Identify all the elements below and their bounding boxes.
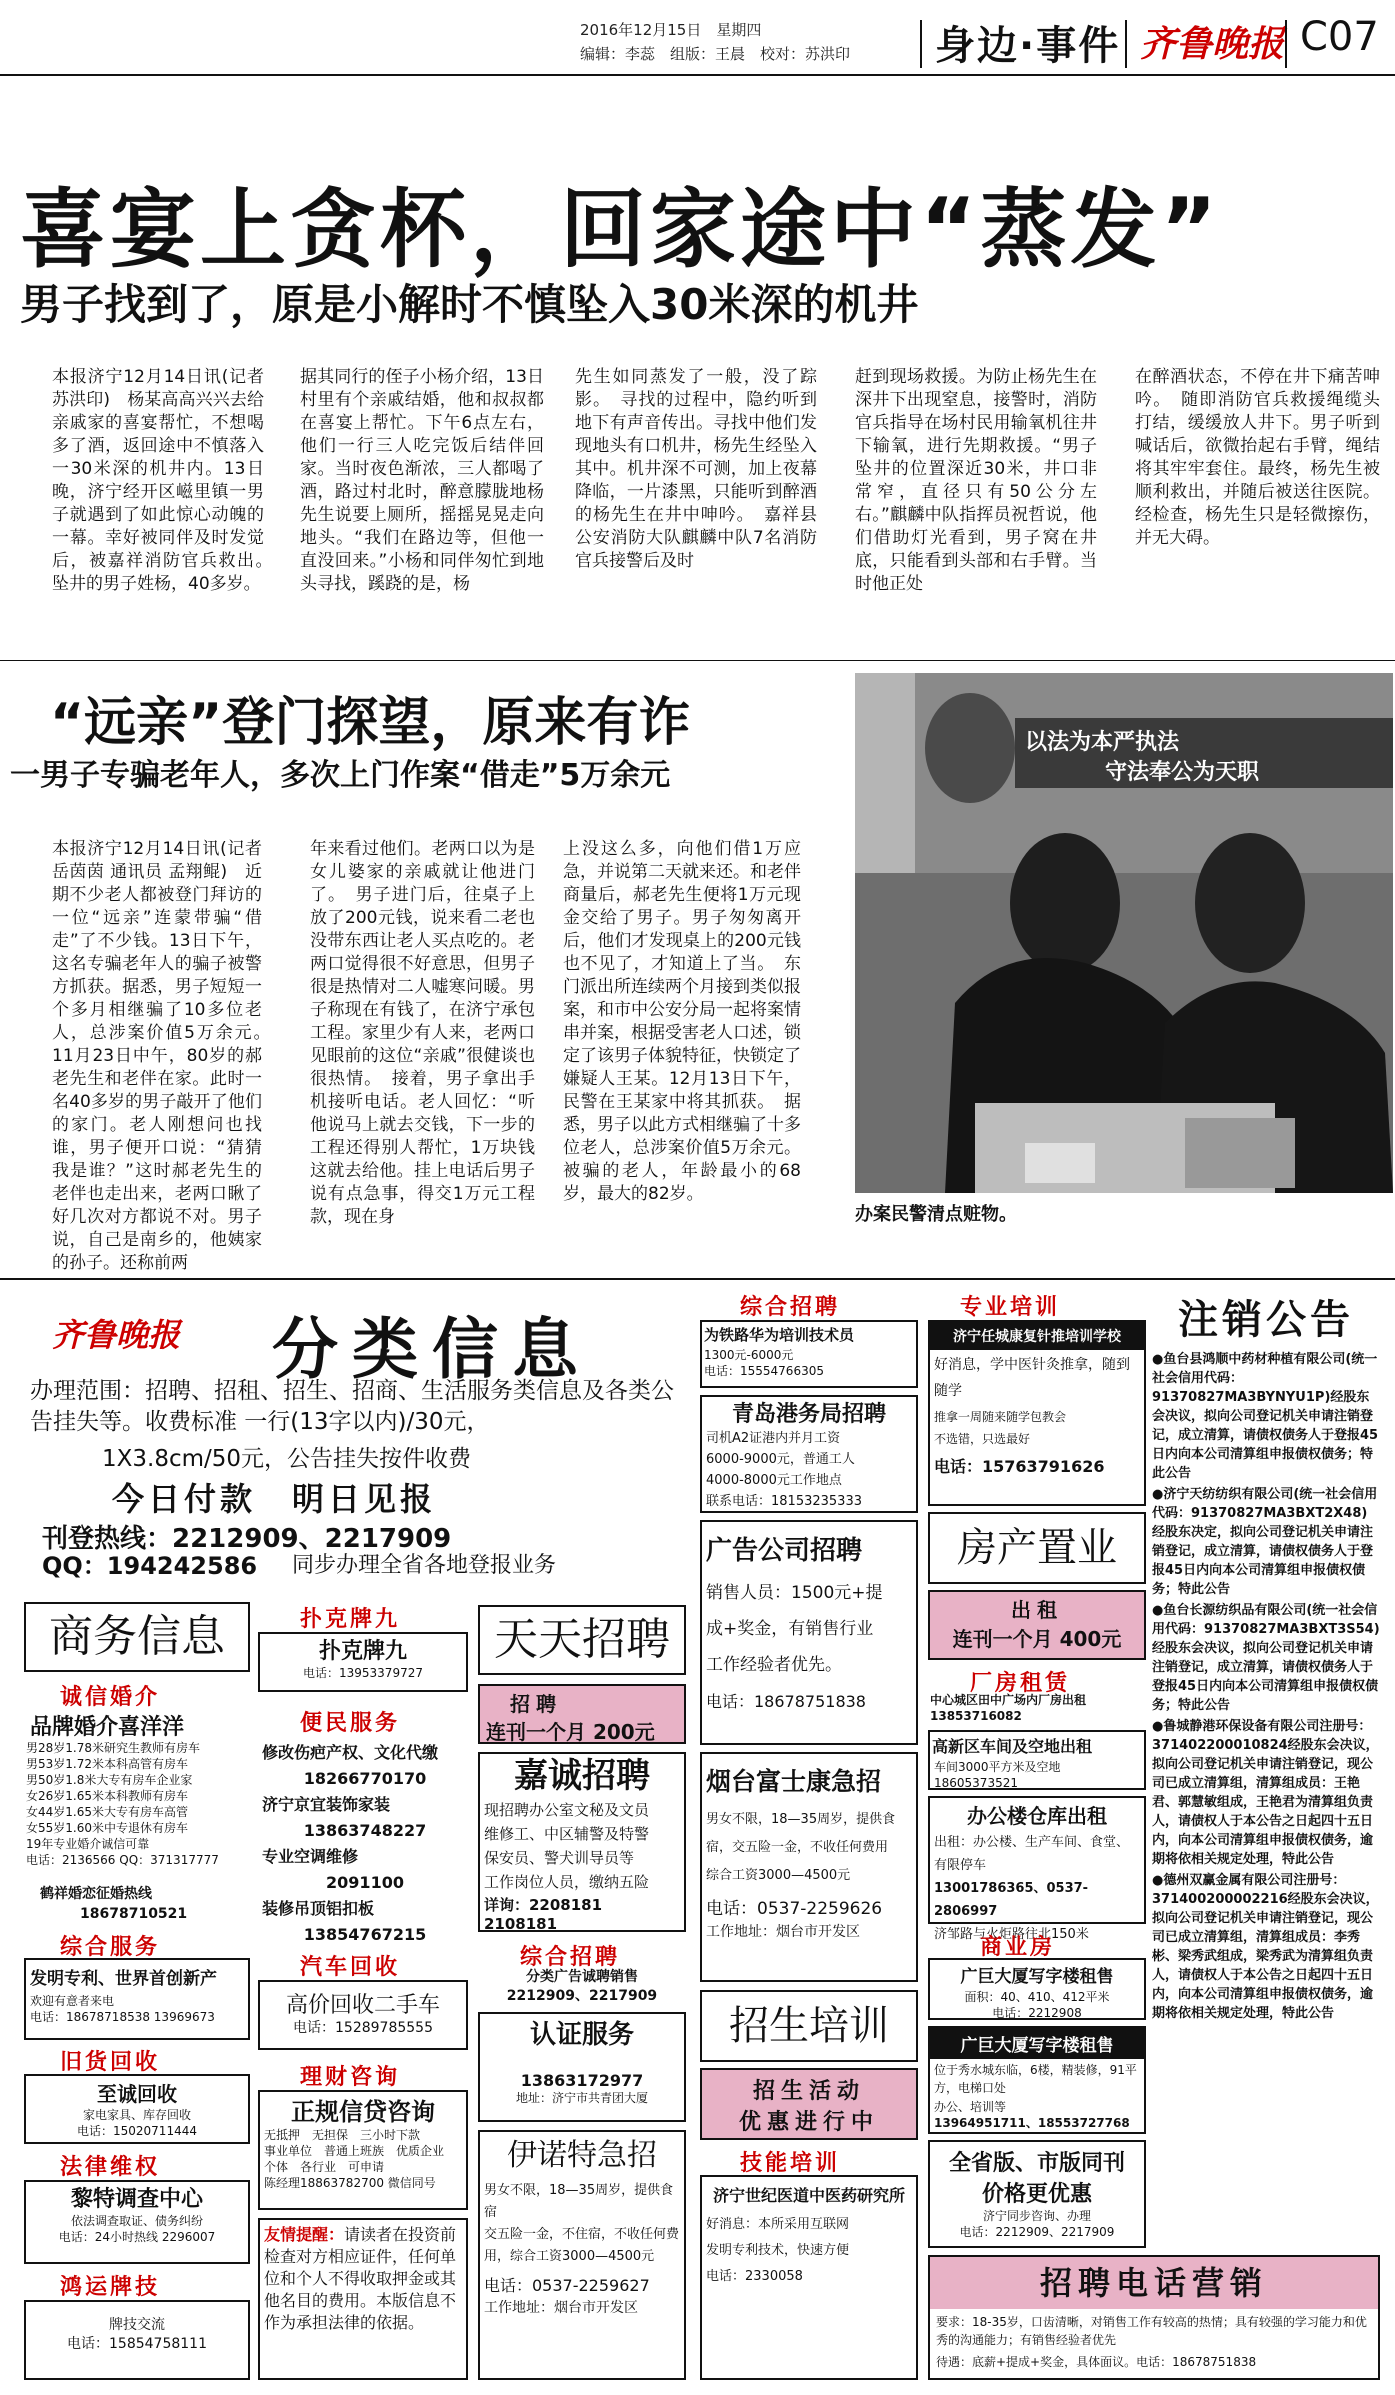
zonghe-fuwu-tag: 综合服务 <box>60 1935 161 1960</box>
changfang-line: 13853716082 <box>930 1709 1022 1723</box>
tiantian-zhaopin: 招聘 <box>510 1692 562 1716</box>
bianmin-line: 修改伤疤产权、文化代缴 <box>262 1743 439 1762</box>
fangchan-head: 房产置业 <box>957 1525 1117 1571</box>
page-number: C07 <box>1300 14 1379 60</box>
hunjie-line: 男28岁1.78米研究生教师有房车 <box>26 1741 200 1755</box>
guangju-line: 面积：40、410、412平米 <box>964 1990 1110 2004</box>
photo-banner-text: 以法为本严执法 <box>1025 730 1180 755</box>
quansheng-box <box>928 2140 1146 2248</box>
hunjie-note: 鹤祥婚恋征婚热线 <box>40 1886 152 1902</box>
quansheng-line: 电话：2212909、2217909 <box>959 2225 1115 2239</box>
photo-banner-text: 守法奉公为天职 <box>1105 760 1260 785</box>
bianmin-tag: 便民服务 <box>300 1711 401 1736</box>
story2-column-2: 年来看过他们。老两口以为是女儿婆家的亲戚就让他进门了。 男子进门后，往桌子上放了200元钱，说来看二老也没带东西让老人买点吃的。老两口觉得很不好意思，但男子很是热情对二人嘘寒问暖。男子称现在有钱了，在济宁承包工程。家里少有人来，老两口见眼前的这位“亲戚”很健谈也很热情。 接着，男子拿出手机接听电话。老人回忆：“听他说马上就去交钱，下一步的工程还得别人帮忙，1万块钱这就去给他。挂上电话后男子说有点急事，得交1万元工程款，现在身 <box>310 839 535 1227</box>
dianhua-head: 招聘电话营销 <box>930 2257 1378 2309</box>
news-photo <box>855 673 1393 1193</box>
zhuanye-tag: 专业培训 <box>960 1295 1061 1320</box>
story2-column-3: 上没这么多，向他们借1万应急，并说第二天就来还。和老伴商量后，郝老先生便将1万元现金交给了男子。男子匆匆离开后，他们才发现桌上的200元钱也不见了，才知道上了当。 东门派出所连续两个月接到类似报案，和市中公安分局一起将案情串并案，根据受害老人口述，锁定了该男子体貌特征，快锁定了嫌疑人王某。12月13日下午，民警在王某家中将其抓获。 据悉，男子以此方式相继骗了十多位老人，总涉案价值5万余元。被骗的老人，年龄最小的68岁，最大的82岁。 <box>563 839 801 1204</box>
bianmin-line: 专业空调维修 <box>262 1847 359 1866</box>
photo-caption: 办案民警清点赃物。 <box>855 1204 1017 1225</box>
jineng-tag: 技能培训 <box>740 2151 841 2176</box>
bangong-line: 出租：办公楼、生产车间、食堂、 <box>934 1835 1130 1850</box>
hongyun-line: 电话：15854758111 <box>67 2336 207 2352</box>
guangju-box <box>928 1958 1146 2020</box>
qiche-box <box>258 1980 468 2050</box>
warning-head: 友情提醒： <box>264 2225 345 2244</box>
qingdao-head: 青岛港务局招聘 <box>731 1402 886 1427</box>
classified-pay: 今日付款 明日见报 <box>112 1480 437 1518</box>
yantai-addr: 工作地址：烟台市开发区 <box>706 1924 860 1940</box>
jiuhuo-tag: 旧货回收 <box>60 2050 161 2075</box>
zhuanye-line: 电话：15763791626 <box>934 1457 1105 1476</box>
jiuhuo-head: 至诚回收 <box>97 2082 177 2106</box>
yiruo-line: 用，综合工资3000—4500元 <box>484 2249 655 2264</box>
zhuxiao-item: ●鱼台县鸿顺中药材种植有限公司(统一社会信用代码：91370827MA3BYNYU1P)经股东会决议，拟向公司登记机关申请注销登记，成立清算，请债权债务人于登报45日内向本公司清算组申报债权债务；特此公告 <box>1152 1352 1379 1481</box>
hongyun-tag: 鸿运牌技 <box>60 2275 161 2300</box>
zhuxiao-item: ●济宁天纺纺织有限公司(统一社会信用代码：91370827MA3BXT2X48)经股东决定，拟向公司登记机关申请注销登记，成立清算，请债权债务人于登报45日内向本公司清算组申报债权债务；特此公告 <box>1152 1487 1378 1597</box>
yiruo-head: 伊诺特急招 <box>507 2138 657 2173</box>
renzheng-head: 认证服务 <box>529 2020 634 2050</box>
hunjie-title: 品牌婚介喜洋洋 <box>30 1715 185 1740</box>
bangong-box <box>928 1796 1146 1942</box>
header-divider <box>920 20 922 68</box>
guanggao-line: 成+奖金，有销售行业 <box>706 1619 874 1639</box>
story1-column-3: 先生如同蒸发了一般，没了踪影。 寻找的过程中，隐约听到地下有声音传出。寻找中他们发现地头有口机井，杨先生经坠入其中。机井深不可测，加上夜幕降临，一片漆黑，只能听到醉酒的杨先生在井中呻吟。 嘉祥县公安消防大队麒麟中队7名消防官兵接警后及时 <box>575 367 817 571</box>
hunjie-line: 女55岁1.60米中专退休有房车 <box>26 1821 188 1835</box>
renzheng-line: 地址：济宁市共青团大厦 <box>515 2091 648 2105</box>
licai-head: 正规信贷咨询 <box>291 2098 435 2126</box>
zhuanye-line: 不选错，只选最好 <box>934 1432 1031 1446</box>
classified-title: 分类信息 <box>272 1311 592 1388</box>
zhuanye-box <box>928 1320 1146 1506</box>
zonghe-fuwu-line: 欢迎有意者来电 <box>30 1994 115 2008</box>
yantai-line: 综合工资3000—4500元 <box>706 1868 851 1883</box>
story1-column-5: 在醉酒状态，不停在井下痛苦呻吟。 随即消防官兵救援绳缆头打结，缓缓放人井下。男子听到喊话后，欲微抬起右手臂，绳结将其牢牢套住。最终，杨先生被顺利救出，并随后被送往医院。经检查，杨先生只是轻微擦伤，并无大碍。 <box>1135 367 1380 548</box>
story1-headline: 喜宴上贪杯，回家途中“蒸发” <box>20 180 1222 280</box>
licai-tag: 理财咨询 <box>300 2065 401 2090</box>
jiacheng-line: 保安员、警犬训导员等 <box>484 1849 635 1867</box>
qingdao-line: 司机A2证港内并月工资 <box>706 1431 841 1446</box>
tiantian-title-box <box>478 1605 686 1675</box>
fangchan-price-box <box>928 1590 1146 1660</box>
puke-line: 电话：13953379727 <box>303 1666 423 1680</box>
hongyun-line: 牌技交流 <box>109 2317 165 2333</box>
gaoxin-head: 高新区车间及空地出租 <box>932 1737 1093 1756</box>
tiantian-title: 天天招聘 <box>494 1614 670 1665</box>
tiantian-price: 连刊一个月 200元 <box>486 1720 655 1744</box>
story1-column-4: 赶到现场救援。为防止杨先生在深井下出现窒息，接警时，消防官兵指导在场村民用输氧机往井下输氧，进行先期救援。“男子坠井的位置深近30米，井口非常窄，直径只有50公分左右。”麒麟中队指挥员祝哲说，他们借助灯光看到，男子窝在井底，只能看到头部和右手臂。当时他正处 <box>855 367 1097 594</box>
qingdao-line: 6000-9000元，普通工人 <box>706 1452 855 1467</box>
dianhua-box <box>928 2255 1380 2380</box>
hunjie-line: 男53岁1.72米本科高管有房车 <box>26 1757 188 1771</box>
jiuhuo-line: 电话：15020711444 <box>77 2124 197 2138</box>
zonghe2-lines <box>478 1968 686 2006</box>
changfang-line: 中心城区田中广场内厂房出租 <box>930 1693 1087 1707</box>
fangchan-title-box <box>928 1512 1146 1584</box>
bianmin-list <box>262 1740 468 1948</box>
zhuxiao-item: ●鲁城静港环保设备有限公司注册号：371402200010824经股东会决议，拟向公司登记机关申请注销登记，现公司已成立清算组，清算组成员：王艳君、郭慧敏组成，王艳君为清算组负责人，请债权人于本公告之日起四十五日内，向本公司清算组申报债权债务，逾期将依相关规定处理，特此公告 <box>1152 1719 1379 1867</box>
licai-line: 事业单位 普通上班族 优质企业 <box>264 2144 445 2158</box>
zonghe-fuwu-box <box>24 1958 250 2040</box>
yiruo-addr: 工作地址：烟台市开发区 <box>484 2300 638 2316</box>
jiuhuo-line: 家电家具、库存回收 <box>82 2108 191 2122</box>
classified-qq-note: 同步办理全省各地登报业务 <box>292 1553 557 1578</box>
dianhua-line: 要求：18-35岁，口齿清晰，对销售工作有较高的热情；具有较强的学习能力和优秀的沟通能力；有销售经验者优先 <box>936 2315 1367 2347</box>
warning-box <box>258 2218 468 2380</box>
classified-size: 1X3.8cm/50元，公告挂失按件收费 <box>102 1446 472 1472</box>
story-divider <box>0 660 1395 661</box>
bianmin-line: 18266770170 <box>303 1769 427 1788</box>
quansheng-head: 全省版、市版同刊 <box>948 2151 1125 2176</box>
guangju2-head: 广巨大厦写字楼租售 <box>930 2028 1144 2059</box>
header-meta <box>580 18 920 66</box>
yantai-box <box>700 1752 918 1982</box>
jineng-line: 电话：2330058 <box>706 2269 803 2284</box>
changfang-tag: 厂房租赁 <box>970 1671 1071 1696</box>
story1-column-1: 本报济宁12月14日讯(记者 苏洪印) 杨某高高兴兴去给亲戚家的喜宴帮忙，不想喝多了酒，返回途中不慎落入一30米深的机井内。13日晚，济宁经开区嵫里镇一男子就遇到了如此惊心动魄的一幕。幸好被同伴及时发觉后，被嘉祥消防官兵救出。 坠井的男子姓杨，40多岁。 <box>52 367 281 594</box>
classified-qq: QQ：194242586 <box>42 1552 258 1580</box>
story1-subhead: 男子找到了，原是小解时不慎坠入30米深的机井 <box>20 280 919 329</box>
shangye-tag: 商业房 <box>980 1935 1056 1960</box>
jiacheng-box <box>478 1752 686 1932</box>
renzheng-box <box>478 2012 686 2122</box>
tielu-head: 为铁路华为培训技术员 <box>704 1326 855 1344</box>
classified-scope: 办理范围：招聘、招租、招生、招商、生活服务类信息及各类公告挂失等。收费标准 一行(13字以内)/30元， <box>30 1378 674 1435</box>
story2-column-1: 本报济宁12月14日讯(记者 岳茵茵 通讯员 孟翔鲲) 近期不少老人都被登门拜访的一位“远亲”连蒙带骗“借走”了不少钱。13日下午，这名专骗老年人的骗子被警方抓获。据悉，男子短短一个多月相继骗了10多位老人，总涉案价值5万余元。 11月23日中午，80岁的郝老先生和老伴在家。此时一名40多岁的男子敲开了他们的家门。老人刚想问也找谁，男子便开口说：“猜猜我是谁？”这时郝老先生的老伴也走出来，老两口瞅了好几次对方都说不对。男子说，自己是南乡的，他姨家的孙子。还称前两 <box>52 839 279 1273</box>
header-divider <box>1125 20 1127 68</box>
hunjie-line: 男50岁1.8米大专有房车企业家 <box>26 1773 193 1787</box>
bianmin-line: 2091100 <box>326 1873 404 1892</box>
yantai-head: 烟台富士康急招 <box>706 1767 882 1796</box>
header-divider <box>1285 20 1287 68</box>
jineng-line: 发明专利技术，快速方便 <box>706 2243 850 2258</box>
falv-line: 电话：24小时热线 2296007 <box>58 2230 216 2244</box>
falv-head: 黎特调查中心 <box>70 2187 203 2212</box>
ads-top-rule <box>0 1278 1395 1280</box>
warning-text: 请读者在投资前检查对方相应证件，任何单位和个人不得收取押金或其他名目的费用。本版信息不作为承担法律的依据。 <box>264 2225 457 2332</box>
guangju-line: 电话：2212908 <box>992 2006 1082 2020</box>
fangchan-price: 连刊一个月 400元 <box>952 1627 1122 1651</box>
dianhua-line: 待遇：底薪+提成+奖金，具体面议。电话：18678751838 <box>936 2355 1257 2369</box>
guanggao-box <box>700 1520 918 1745</box>
qingdao-line: 联系电话：18153235333 <box>706 1494 862 1509</box>
puke-box <box>258 1632 468 1692</box>
hunjie-line: 电话：2136566 QQ：371317777 <box>26 1853 219 1867</box>
zonghe2-line: 分类广告诚聘销售 <box>526 1969 638 1985</box>
editor-line: 编辑：李蕊 组版：王晨 校对：苏洪印 <box>580 45 851 63</box>
licai-tel: 陈经理18863782700 微信同号 <box>264 2176 436 2190</box>
bangong-line: 13001786365、0537-2806997 <box>934 1881 1089 1919</box>
classified-hotline: 刊登热线：2212909、2217909 <box>42 1524 452 1554</box>
changfang-lines <box>930 1692 1146 1724</box>
guangju2-line: 13964951711、18553727768 <box>934 2116 1130 2130</box>
qingdao-line: 4000-8000元工作地点 <box>706 1473 842 1488</box>
yiruo-tel: 电话：0537-2259627 <box>484 2276 650 2295</box>
gaoxin-box <box>928 1730 1146 1790</box>
zhuanye-line: 推拿一周随来随学包教会 <box>934 1410 1067 1424</box>
hunjie-line: 女44岁1.65米大专有房车高管 <box>26 1805 188 1819</box>
zonghe2-tag: 综合招聘 <box>520 1945 621 1970</box>
yiruo-line: 交五险一金，不住宿，不收任何费 <box>484 2227 680 2242</box>
bianmin-line: 13854767215 <box>303 1925 427 1944</box>
jineng-box <box>700 2175 918 2380</box>
guangju-head: 广巨大厦写字楼租售 <box>960 1967 1114 1987</box>
bangong-line: 济邹路与火炬路往北150米 <box>934 1927 1089 1942</box>
zhuxiao-item: ●德州双赢金属有限公司注册号：371400200002216经股东会决议，拟向公司登记机关申请注销登记，现公司已成立清算组，清算组成员：李秀彬、梁秀武组成，梁秀武为清算组负责人，请债权人于本公告之日起四十五日内，向本公司清算组申报债权债务，逾期将依相关规定处理，特此公告 <box>1152 1873 1379 2021</box>
guangju2-box <box>928 2026 1146 2134</box>
guanggao-head: 广告公司招聘 <box>706 1536 863 1566</box>
bianmin-line: 装修吊顶铝扣板 <box>262 1899 375 1918</box>
shangwu-title-box <box>24 1602 250 1672</box>
yantai-tel: 电话：0537-2259626 <box>706 1899 883 1919</box>
date-line: 2016年12月15日 星期四 <box>580 21 762 39</box>
story2-subhead: 一男子专骗老年人，多次上门作案“借走”5万余元 <box>10 758 671 793</box>
zhaosheng-title-box <box>700 1990 918 2062</box>
yantai-line: 男女不限，18—35周岁，提供食 <box>706 1812 896 1827</box>
gaoxin-line: 18605373521 <box>934 1776 1018 1790</box>
zhaosheng-tag2: 优惠进行中 <box>738 2110 879 2135</box>
jiacheng-title: 嘉诚招聘 <box>514 1756 650 1796</box>
jiacheng-tel: 详询：2208181 2108181 <box>484 1896 618 1933</box>
section-title: 身边·事件 <box>935 23 1121 69</box>
zhuxiao-column <box>1152 1290 1380 2250</box>
zhuanye-line: 好消息，学中医针灸推拿，随到随学 <box>934 1357 1130 1399</box>
falv-tag: 法律维权 <box>60 2155 161 2180</box>
zonghe-fuwu-line: 电话：18678718538 13969673 <box>30 2010 215 2024</box>
bianmin-line: 13863748227 <box>303 1821 427 1840</box>
jiuhuo-box <box>24 2074 250 2144</box>
classified-header <box>22 1290 697 1580</box>
quansheng-head2: 价格更优惠 <box>981 2182 1092 2207</box>
chengxin-tag: 诚信婚介 <box>60 1685 161 1710</box>
yiruo-box <box>478 2130 686 2380</box>
tielu-box <box>700 1320 918 1388</box>
newspaper-logo: 齐鲁晚报 <box>1140 23 1285 65</box>
fangchan-chuzu: 出租 <box>1011 1598 1063 1622</box>
zhuxiao-title: 注销公告 <box>1178 1297 1354 1343</box>
zhuxiao-item: ●鱼台长源纺织品有限公司(统一社会信用代码：91370827MA3BXT3S54)经股东会决议，拟向公司登记机关申请注销登记，成立清算，请债权债务人于登报45日内向本公司清算组申报债权债务；特此公告 <box>1152 1603 1380 1713</box>
zonghe2-line: 2212909、2217909 <box>506 1988 658 2004</box>
jiacheng-line: 现招聘办公室文秘及文员 <box>484 1801 650 1819</box>
zonghe-fuwu-head: 发明专利、世界首创新产 <box>30 1969 217 1989</box>
zhaosheng-head: 招生培训 <box>729 2003 889 2049</box>
hunjie-list <box>26 1740 254 1868</box>
quansheng-line: 济宁同步咨询、办理 <box>982 2209 1091 2223</box>
qingdao-box <box>700 1395 918 1513</box>
jineng-head: 济宁世纪医道中医药研究所 <box>712 2186 905 2205</box>
hunjie-line: 19年专业婚介诚信可靠 <box>26 1837 150 1851</box>
zhuanye-head: 济宁任城康复针推培训学校 <box>930 1322 1144 1350</box>
tielu-line: 1300元-6000元 <box>704 1348 794 1362</box>
jiacheng-line: 维修工、中区辅警及特警 <box>484 1825 650 1843</box>
gaoxin-line: 车间3000平方米及空地 <box>934 1760 1061 1774</box>
tielu-line: 电话：15554766305 <box>704 1364 824 1378</box>
guanggao-line: 工作经验者优先。 <box>706 1655 842 1675</box>
qiche-tag: 汽车回收 <box>300 1955 401 1980</box>
falv-box <box>24 2180 250 2264</box>
puke-head: 扑克牌九 <box>318 1639 407 1664</box>
guanggao-line: 销售人员：1500元+提 <box>706 1583 883 1603</box>
tielu-tag: 综合招聘 <box>740 1295 841 1320</box>
jineng-line: 好消息：本所采用互联网 <box>706 2217 850 2232</box>
guangju2-line: 办公、培训等 <box>934 2100 1007 2114</box>
story1-column-2: 据其同行的侄子小杨介绍，13日村里有个亲戚结婚，他和叔叔都在喜宴上帮忙。下午6点左右，他们一行三人吃完饭后结伴回家。当时夜色渐浓，三人都喝了酒，路过村北时，醉意朦胧地杨先生说要上厕所，摇摇晃晃走向地头。“我们在路边等，但他一直没回来。”小杨和同伴匆忙到地头寻找，蹊跷的是，杨 <box>300 367 544 594</box>
guangju2-line: 位于秀水城东临，6楼，精装修，91平方，电梯口处 <box>934 2063 1137 2095</box>
hongyun-box <box>24 2300 250 2380</box>
tiantian-price-box <box>478 1684 686 1744</box>
hunjie-line: 女26岁1.65米本科教师有房车 <box>26 1789 188 1803</box>
classified-logo: 齐鲁晚报 <box>52 1316 181 1354</box>
header-rule <box>0 74 1395 76</box>
licai-box <box>258 2090 468 2210</box>
guanggao-tel: 电话：18678751838 <box>706 1692 866 1711</box>
bianmin-line: 济宁京宜装饰家装 <box>262 1795 391 1814</box>
jiacheng-line: 工作岗位人员，缴纳五险 <box>484 1873 650 1891</box>
shangwu-title: 商务信息 <box>49 1611 225 1662</box>
qiche-head: 高价回收二手车 <box>285 1993 440 2018</box>
yiruo-line: 男女不限，18—35周岁，提供食宿 <box>484 2183 674 2220</box>
bangong-head: 办公楼仓库出租 <box>967 1804 1107 1828</box>
qiche-tel: 电话：15289785555 <box>293 2020 433 2036</box>
puke-tag: 扑克牌九 <box>300 1607 401 1632</box>
hunjie-note-tel: 18678710521 <box>80 1906 188 1922</box>
licai-line: 个体 各行业 可申请 <box>264 2160 385 2174</box>
falv-line: 依法调查取证、债务纠纷 <box>70 2214 203 2228</box>
zhaosheng-promo-box <box>700 2068 918 2140</box>
bangong-line: 有限停车 <box>934 1858 987 1873</box>
story2-headline: “远亲”登门探望，原来有诈 <box>50 693 691 753</box>
yantai-line: 宿，交五险一金，不收任何费用 <box>706 1840 889 1855</box>
licai-line: 无抵押 无担保 三小时下款 <box>264 2128 421 2142</box>
renzheng-line: 13863172977 <box>520 2071 644 2090</box>
zhaosheng-tag: 招生活动 <box>752 2079 865 2104</box>
